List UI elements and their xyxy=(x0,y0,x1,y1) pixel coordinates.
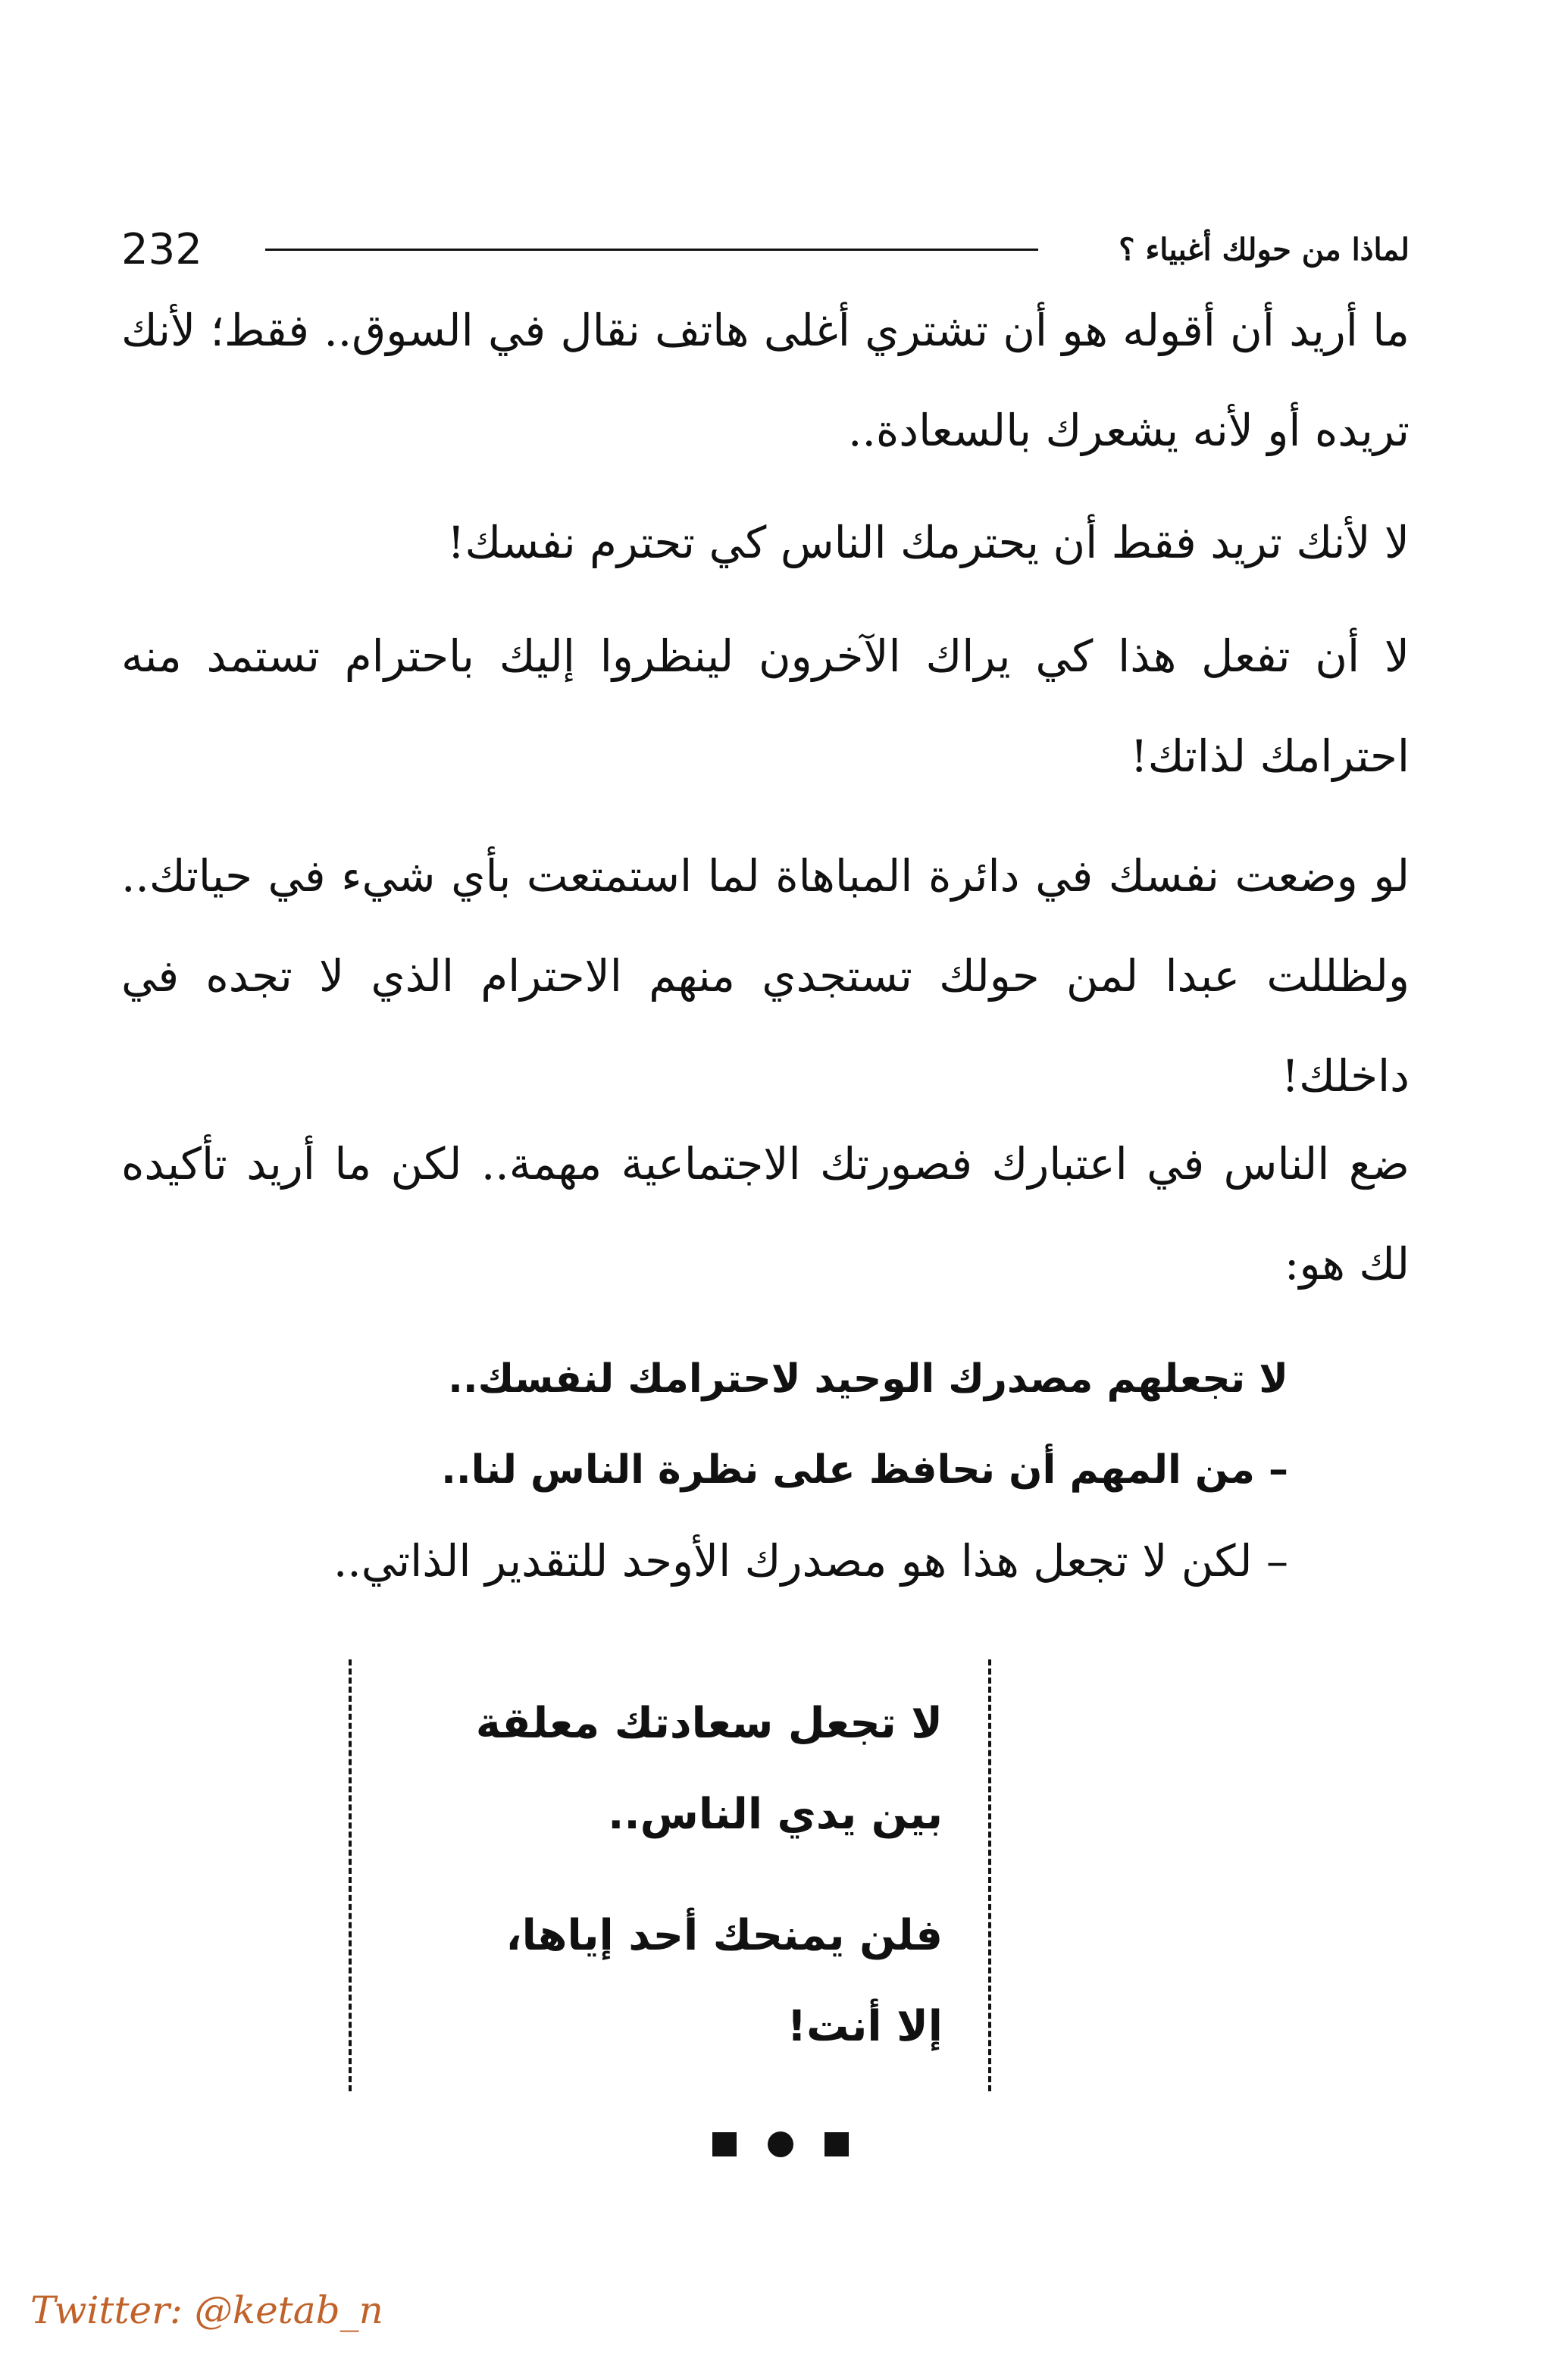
quote-line-2: بين يدي الناس.. xyxy=(608,1790,943,1839)
paragraph-2: لا لأنك تريد فقط أن يحترمك الناس كي تحترم نفسك! xyxy=(447,517,1410,568)
paragraph-3: لا أن تفعل هذا كي يراك الآخرون لينظروا إليك باحترام تستمد منه احترامك لذاتك! xyxy=(121,630,1410,782)
quote-line-3: فلن يمنحك أحد إياها، xyxy=(505,1911,943,1960)
page-header xyxy=(121,220,1410,280)
quote-line-1: لا تجعل سعادتك معلقة xyxy=(475,1699,943,1748)
running-title: لماذا من حولك أغبياء ؟ xyxy=(1119,232,1410,267)
ornament-dot xyxy=(768,2131,793,2157)
section-end-ornament xyxy=(705,2122,856,2167)
paragraph-4: لو وضعت نفسك في دائرة المباهاة لما استمتعت بأي شيء في حياتك.. ولظللت عبدا لمن حولك تستجدي منهم الاحترام الذي لا تجده في داخلك! xyxy=(121,850,1410,1102)
emphasis-line-3: – لكن لا تجعل هذا هو مصدرك الأوحد للتقدير الذاتي.. xyxy=(333,1535,1288,1587)
emphasis-line-1: لا تجعلهم مصدرك الوحيد لاحترامك لنفسك.. xyxy=(448,1356,1288,1402)
paragraph-5: ضع الناس في اعتبارك فصورتك الاجتماعية مهمة.. لكن ما أريد تأكيده لك هو: xyxy=(121,1138,1410,1290)
ornament-square-left xyxy=(712,2132,737,2156)
paragraph-1: ما أريد أن أقوله هو أن تشتري أغلى هاتف نقال في السوق.. فقط؛ لأنك تريده أو لأنه يشعرك بالسعادة.. xyxy=(121,305,1410,456)
watermark-text: Twitter: @ketab_n xyxy=(30,2288,383,2332)
quote-line-4: إلا أنت! xyxy=(787,2002,943,2051)
emphasis-line-2: – من المهم أن نحافظ على نظرة الناس لنا.. xyxy=(441,1447,1288,1493)
page-number: 232 xyxy=(121,225,202,274)
header-rule xyxy=(265,249,1038,251)
quote-box xyxy=(349,1659,991,2091)
ornament-square-right xyxy=(824,2132,849,2156)
